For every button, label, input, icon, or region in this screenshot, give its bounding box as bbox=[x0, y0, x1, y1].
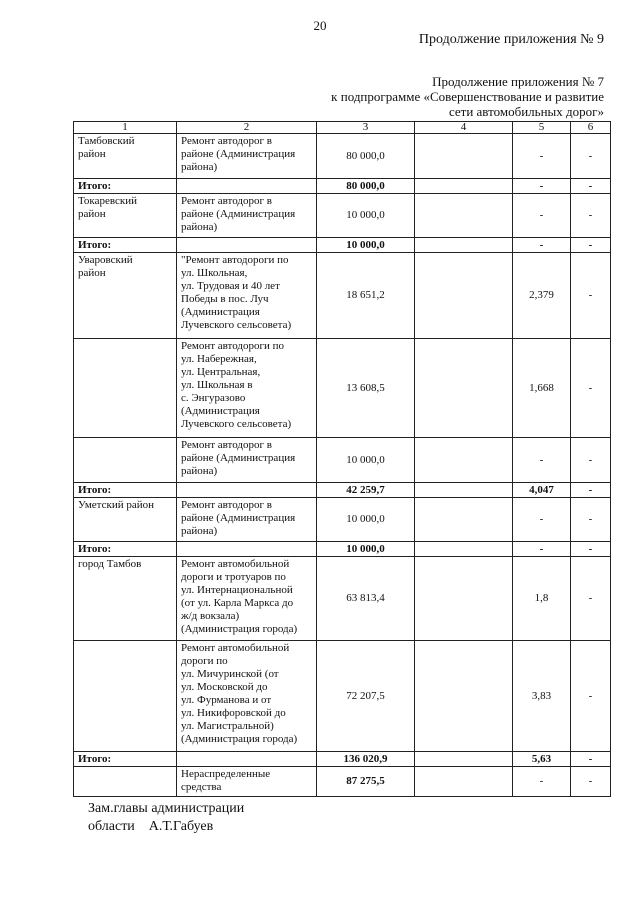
signature-block bbox=[88, 800, 244, 836]
district-cell: Итого: bbox=[74, 542, 177, 557]
table-body bbox=[74, 134, 611, 797]
extra-cell: - bbox=[571, 194, 611, 238]
amount-cell: 10 000,0 bbox=[317, 498, 415, 542]
total-row bbox=[74, 238, 611, 253]
amount-cell: 72 207,5 bbox=[317, 641, 415, 752]
length-cell: - bbox=[513, 194, 571, 238]
annex-reference bbox=[331, 74, 604, 119]
page-number: 20 bbox=[313, 18, 327, 33]
amount-cell: 10 000,0 bbox=[317, 238, 415, 253]
district-cell: Итого: bbox=[74, 483, 177, 498]
work-description-cell: Ремонт автомобильной дороги по ул. Мичуринской (от ул. Московской до ул. Фурманова и от ул. Никифоровской до ул. Магистральной) (Администрация города) bbox=[177, 641, 317, 752]
column-header: 5 bbox=[513, 122, 571, 134]
extra-cell: - bbox=[571, 557, 611, 641]
appendix-continuation-header: Продолжение приложения № 9 bbox=[418, 32, 604, 47]
work-description-cell: Ремонт автомобильной дороги и тротуаров по ул. Интернациональной (от ул. Карла Маркса до ж/д вокзала) (Администрация города) bbox=[177, 557, 317, 641]
amount-cell: 10 000,0 bbox=[317, 194, 415, 238]
amount-cell: 80 000,0 bbox=[317, 134, 415, 179]
annex-line-2: к подпрограмме «Совершенствование и развитие bbox=[331, 89, 604, 104]
extra-cell: - bbox=[571, 134, 611, 179]
work-description-cell: Ремонт автодорог в районе (Администрация района) bbox=[177, 194, 317, 238]
district-cell bbox=[74, 641, 177, 752]
length-cell: - bbox=[513, 767, 571, 797]
annex-line-1: Продолжение приложения № 7 bbox=[432, 74, 604, 89]
empty-cell bbox=[415, 339, 513, 438]
column-header: 4 bbox=[415, 122, 513, 134]
extra-cell: - bbox=[571, 253, 611, 339]
district-cell: Итого: bbox=[74, 179, 177, 194]
table-row bbox=[74, 767, 611, 797]
empty-cell bbox=[415, 767, 513, 797]
work-description-cell bbox=[177, 483, 317, 498]
amount-cell: 42 259,7 bbox=[317, 483, 415, 498]
district-cell bbox=[74, 438, 177, 483]
table-row bbox=[74, 339, 611, 438]
total-row bbox=[74, 483, 611, 498]
table-row bbox=[74, 498, 611, 542]
total-row bbox=[74, 542, 611, 557]
work-description-cell bbox=[177, 179, 317, 194]
empty-cell bbox=[415, 641, 513, 752]
extra-cell: - bbox=[571, 542, 611, 557]
column-header: 2 bbox=[177, 122, 317, 134]
work-description-cell bbox=[177, 238, 317, 253]
table-row bbox=[74, 641, 611, 752]
empty-cell bbox=[415, 438, 513, 483]
work-description-cell: Ремонт автодорог в районе (Администрация района) bbox=[177, 134, 317, 179]
length-cell: 1,668 bbox=[513, 339, 571, 438]
length-cell: 3,83 bbox=[513, 641, 571, 752]
district-cell: Итого: bbox=[74, 752, 177, 767]
empty-cell bbox=[415, 752, 513, 767]
empty-cell bbox=[415, 557, 513, 641]
length-cell: - bbox=[513, 238, 571, 253]
empty-cell bbox=[415, 253, 513, 339]
length-cell: - bbox=[513, 134, 571, 179]
extra-cell: - bbox=[571, 483, 611, 498]
work-description-cell: Ремонт автодорог в районе (Администрация района) bbox=[177, 438, 317, 483]
district-cell: Итого: bbox=[74, 238, 177, 253]
amount-cell: 18 651,2 bbox=[317, 253, 415, 339]
table-header-row bbox=[74, 122, 611, 134]
signature-name: области А.Т.Габуев bbox=[88, 819, 214, 834]
signature-title: Зам.главы администрации bbox=[88, 801, 245, 816]
district-cell bbox=[74, 767, 177, 797]
length-cell: - bbox=[513, 498, 571, 542]
empty-cell bbox=[415, 238, 513, 253]
empty-cell bbox=[415, 134, 513, 179]
table-row bbox=[74, 557, 611, 641]
table-row bbox=[74, 194, 611, 238]
extra-cell: - bbox=[571, 498, 611, 542]
amount-cell: 63 813,4 bbox=[317, 557, 415, 641]
work-description-cell: "Ремонт автодороги по ул. Школьная, ул. Трудовая и 40 лет Победы в пос. Луч (Администрация Лучевского сельсовета) bbox=[177, 253, 317, 339]
length-cell: 5,63 bbox=[513, 752, 571, 767]
length-cell: - bbox=[513, 438, 571, 483]
amount-cell: 13 608,5 bbox=[317, 339, 415, 438]
district-cell: Токаревский район bbox=[74, 194, 177, 238]
work-description-cell: Ремонт автодороги по ул. Набережная, ул. Центральная, ул. Школьная в с. Энгуразово (Администрация Лучевского сельсовета) bbox=[177, 339, 317, 438]
extra-cell: - bbox=[571, 238, 611, 253]
work-description-cell: Ремонт автодорог в районе (Администрация района) bbox=[177, 498, 317, 542]
length-cell: 1,8 bbox=[513, 557, 571, 641]
amount-cell: 136 020,9 bbox=[317, 752, 415, 767]
column-header: 1 bbox=[74, 122, 177, 134]
total-row bbox=[74, 752, 611, 767]
extra-cell: - bbox=[571, 752, 611, 767]
extra-cell: - bbox=[571, 438, 611, 483]
length-cell: 2,379 bbox=[513, 253, 571, 339]
district-cell bbox=[74, 339, 177, 438]
amount-cell: 80 000,0 bbox=[317, 179, 415, 194]
table-row bbox=[74, 253, 611, 339]
extra-cell: - bbox=[571, 767, 611, 797]
amount-cell: 87 275,5 bbox=[317, 767, 415, 797]
work-description-cell: Нераспределенные средства bbox=[177, 767, 317, 797]
district-cell: Уметский район bbox=[74, 498, 177, 542]
district-cell: Тамбовский район bbox=[74, 134, 177, 179]
column-header: 3 bbox=[317, 122, 415, 134]
extra-cell: - bbox=[571, 339, 611, 438]
length-cell: - bbox=[513, 542, 571, 557]
empty-cell bbox=[415, 542, 513, 557]
empty-cell bbox=[415, 194, 513, 238]
annex-line-3: сети автомобильных дорог» bbox=[448, 104, 604, 119]
district-cell: Уваровский район bbox=[74, 253, 177, 339]
extra-cell: - bbox=[571, 179, 611, 194]
work-description-cell bbox=[177, 542, 317, 557]
empty-cell bbox=[415, 483, 513, 498]
empty-cell bbox=[415, 179, 513, 194]
extra-cell: - bbox=[571, 641, 611, 752]
total-row bbox=[74, 179, 611, 194]
amount-cell: 10 000,0 bbox=[317, 438, 415, 483]
table-row bbox=[74, 134, 611, 179]
column-header: 6 bbox=[571, 122, 611, 134]
length-cell: - bbox=[513, 179, 571, 194]
length-cell: 4,047 bbox=[513, 483, 571, 498]
district-cell: город Тамбов bbox=[74, 557, 177, 641]
empty-cell bbox=[415, 498, 513, 542]
road-repair-table bbox=[73, 121, 611, 797]
amount-cell: 10 000,0 bbox=[317, 542, 415, 557]
work-description-cell bbox=[177, 752, 317, 767]
table-row bbox=[74, 438, 611, 483]
